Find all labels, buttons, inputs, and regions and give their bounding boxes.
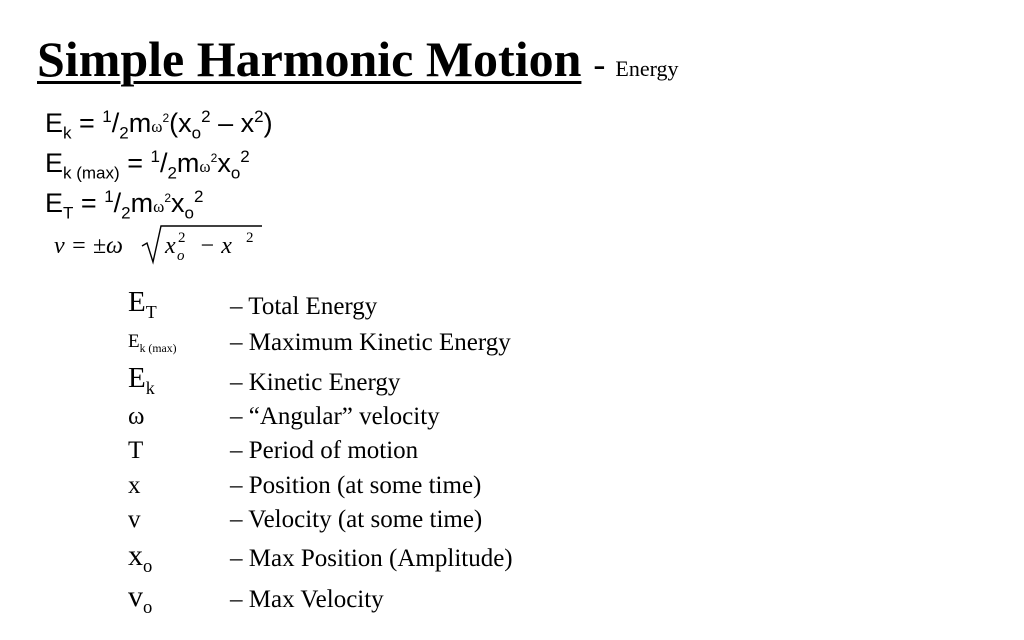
legend-description: – Position (at some time) [230, 472, 482, 499]
legend-symbol: ω [128, 403, 145, 430]
legend-description: – Max Velocity [230, 586, 384, 613]
legend-symbol: $E_T$ [128, 286, 157, 322]
legend-symbol: T [128, 437, 144, 464]
svg-text:o: o [177, 248, 185, 264]
velocity-equation [52, 222, 264, 266]
title-main: Simple Harmonic Motion [37, 31, 582, 87]
legend-symbol: $E_{k (max)}$ [128, 331, 177, 355]
kinetic-energy-equation: $E_k = ^1/_2m\omega^2(x_o^2 - x^2)$ [45, 107, 273, 143]
svg-text:− x: − x [199, 233, 232, 259]
legend-description: – Velocity (at some time) [230, 506, 483, 533]
svg-text:2: 2 [178, 230, 186, 246]
max-kinetic-energy-equation: $E_{k (max)} = ^1/_2m\omega^2x_o^2$ [45, 147, 250, 183]
legend-symbol: $x_o$ [128, 539, 153, 577]
legend-symbol: $v_o$ [128, 580, 153, 618]
total-energy-equation: $E_T = ^1/_2m\omega^2x_o^2$ [45, 187, 204, 223]
svg-text:2: 2 [246, 230, 254, 246]
legend-description: – Total Energy [230, 293, 378, 320]
legend-description: – Max Position (Amplitude) [230, 545, 513, 572]
legend-description: – “Angular” velocity [230, 403, 440, 430]
title-subtitle: Energy [615, 56, 679, 81]
legend-description: – Period of motion [230, 437, 419, 464]
title-dash: - [593, 44, 606, 84]
legend-symbol: v [128, 506, 141, 533]
svg-text:x: x [165, 233, 176, 259]
slide-title [37, 30, 679, 88]
legend-symbol: $E_k$ [128, 362, 155, 398]
svg-text:v = ±ω: v = ±ω [54, 233, 123, 259]
legend-description: – Kinetic Energy [230, 369, 401, 396]
legend-symbol: x [128, 472, 141, 499]
legend-description: – Maximum Kinetic Energy [230, 329, 511, 356]
